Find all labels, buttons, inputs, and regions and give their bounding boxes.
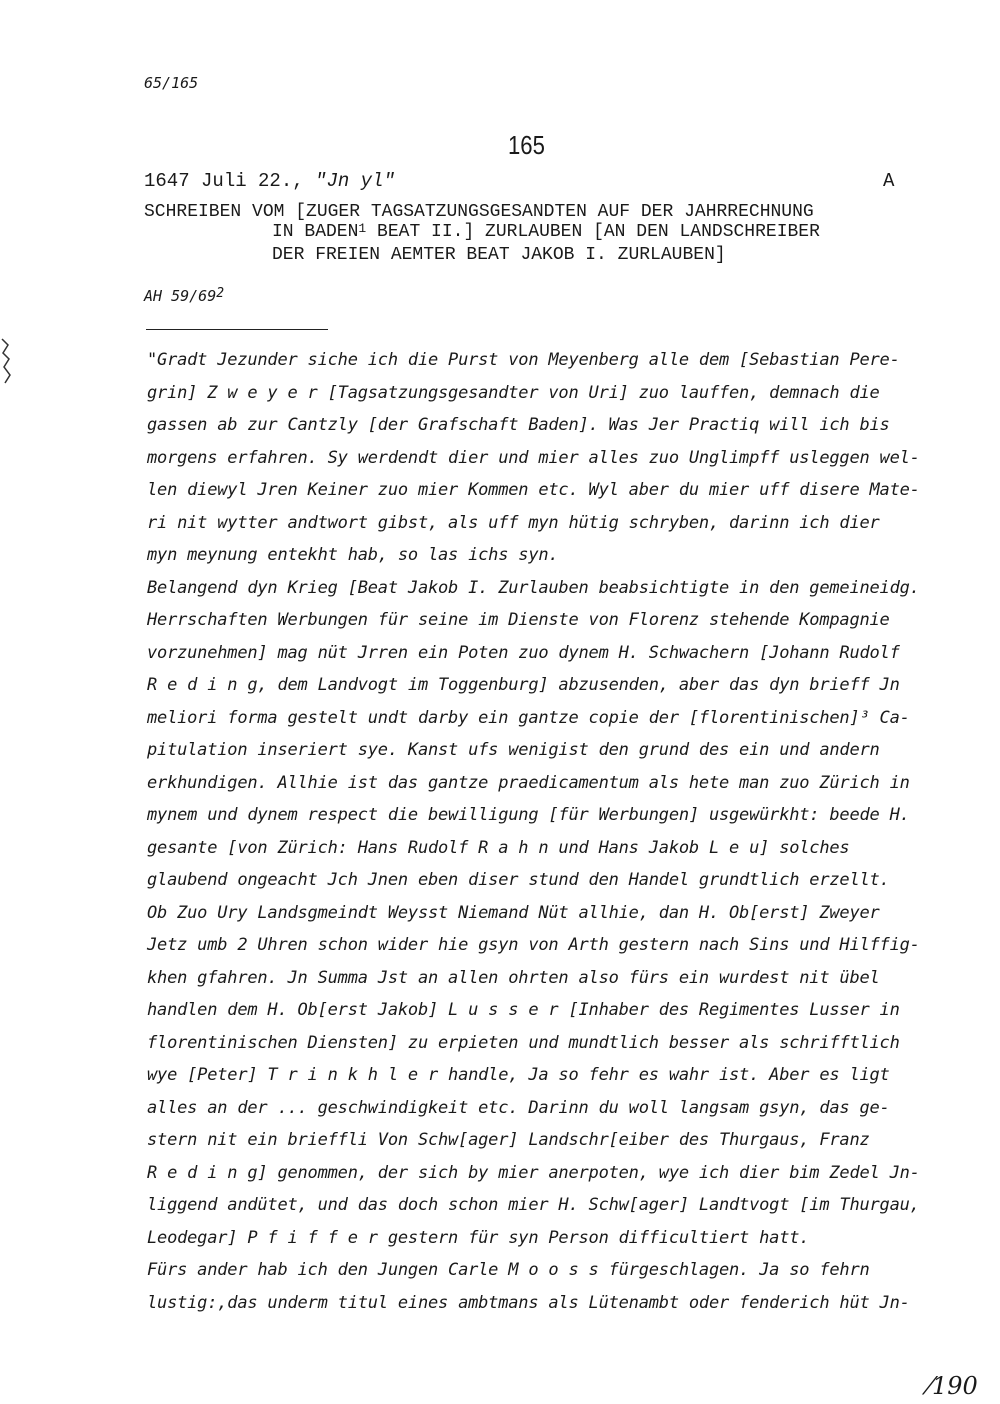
category-letter: A <box>883 170 895 192</box>
header-line-2a: IN BADEN <box>272 222 359 242</box>
body-line: morgens erfahren. Sy werdendt dier und mier alles zuo Unglimpff usleggen wel- <box>147 447 920 468</box>
body-line: Belangend dyn Krieg [Beat Jakob I. Zurlauben beabsichtigte in den gemeineidg. <box>147 577 920 598</box>
body-line: lustig:,das underm titul eines ambtmans als Lütenambt oder fenderich hüt Jn- <box>147 1292 910 1313</box>
body-line: Ob Zuo Ury Landsgmeindt Weysst Niemand Nüt allhie, dan H. Ob[erst] Zweyer <box>147 902 880 923</box>
body-line: Fürs ander hab ich den Jungen Carle M o o s s fürgeschlagen. Ja so fehrn <box>147 1260 870 1280</box>
header-line-2 <box>272 222 820 242</box>
body-line: pitulation inseriert sye. Kanst ufs wenigist den grund des ein und andern <box>147 740 880 760</box>
body-line: erkhundigen. Allhie ist das gantze praedicamentum als hete man zuo Zürich in <box>147 772 910 793</box>
body-line: R e d i n g] genommen, der sich by mier anerpoten, wye ich dier bim Zedel Jn- <box>147 1162 920 1183</box>
body-line: grin] Z w e y e r [Tagsatzungsgesandter von Uri] zuo lauffen, demnach die <box>147 382 880 403</box>
archive-ref-text: AH 59/69 <box>144 287 217 305</box>
document-date: 1647 Juli 22., <box>144 170 304 192</box>
archive-reference <box>144 287 224 305</box>
body-line: myn meynung entekht hab, so las ichs syn. <box>147 545 559 565</box>
page-stamp: ⁄190 <box>928 1372 978 1400</box>
body-line: mynem und dynem respect die bewilligung [für Werbungen] usgewürkht: beede H. <box>147 805 910 825</box>
body-line: gassen ab zur Cantzly [der Grafschaft Baden]. Was Jer Practiq will ich bis <box>147 415 890 435</box>
footnote-marker-2: 2 <box>216 286 225 301</box>
page-number: 165 <box>508 130 545 160</box>
body-line: alles an der ... geschwindigkeit etc. Darinn du woll langsam gsyn, das ge- <box>147 1097 890 1118</box>
body-line: stern nit ein brieffli Von Schw[ager] Landschr[eiber des Thurgaus, Franz <box>147 1130 870 1150</box>
page-stamp-number: 190 <box>932 1372 978 1400</box>
body-line: len diewyl Jren Keiner zuo mier Kommen etc. Wyl aber du mier uff disere Mate- <box>147 480 920 500</box>
body-line: Herrschaften Werbungen für seine im Dienste von Florenz stehende Kompagnie <box>147 610 890 630</box>
body-line: Jetz umb 2 Uhren schon wider hie gsyn von Arth gestern nach Sins und Hilffig- <box>147 935 920 955</box>
body-line: vorzunehmen] mag nüt Jrren ein Poten zuo dynem H. Schwachern [Johann Rudolf <box>147 642 900 663</box>
document-place: "Jn yl" <box>315 170 395 192</box>
body-line: ri nit wytter andtwort gibst, als uff myn hütig schryben, darinn ich dier <box>147 512 880 533</box>
margin-scan-mark <box>0 335 12 390</box>
body-line: glaubend ongeacht Jch Jnen eben diser stund den Handel grundtlich erzellt. <box>147 870 890 890</box>
header-line-3: DER FREIEN AEMTER BEAT JAKOB I. ZURLAUBEN] <box>272 245 726 265</box>
header-line-2b: BEAT II.] ZURLAUBEN [AN DEN LANDSCHREIBER <box>366 222 820 242</box>
body-line: "Gradt Jezunder siche ich die Purst von Meyenberg alle dem [Sebastian Pere- <box>147 350 900 370</box>
body-line: florentinischen Diensten] zu erpieten und mundtlich besser als schrifftlich <box>147 1032 900 1053</box>
header-line-1: SCHREIBEN VOM [ZUGER TAGSATZUNGSGESANDTEN AUF DER JAHRRECHNUNG <box>144 202 814 222</box>
body-line: liggend andütet, und das doch schon mier H. Schw[ager] Landtvogt [im Thurgau, <box>147 1195 920 1215</box>
date-line <box>144 170 395 192</box>
file-reference: 65/165 <box>144 74 199 92</box>
body-line: wye [Peter] T r i n k h l e r handle, Ja so fehr es wahr ist. Aber es ligt <box>147 1065 890 1085</box>
footnote-marker-1: 1 <box>358 221 367 236</box>
body-line: handlen dem H. Ob[erst Jakob] L u s s e r [Inhaber des Regimentes Lusser in <box>147 1000 900 1020</box>
body-line: gesante [von Zürich: Hans Rudolf R a h n und Hans Jakob L e u] solches <box>147 837 850 858</box>
body-line: meliori forma gestelt undt darby ein gantze copie der [florentinischen]³ Ca- <box>147 707 910 728</box>
body-line: R e d i n g, dem Landvogt im Toggenburg] abzusenden, aber das dyn brieff Jn <box>147 675 900 695</box>
separator-rule <box>146 329 328 330</box>
body-line: khen gfahren. Jn Summa Jst an allen ohrten also fürs ein wurdest nit übel <box>147 967 880 988</box>
body-line: Leodegar] P f i f f e r gestern für syn Person difficultiert hatt. <box>147 1227 810 1248</box>
